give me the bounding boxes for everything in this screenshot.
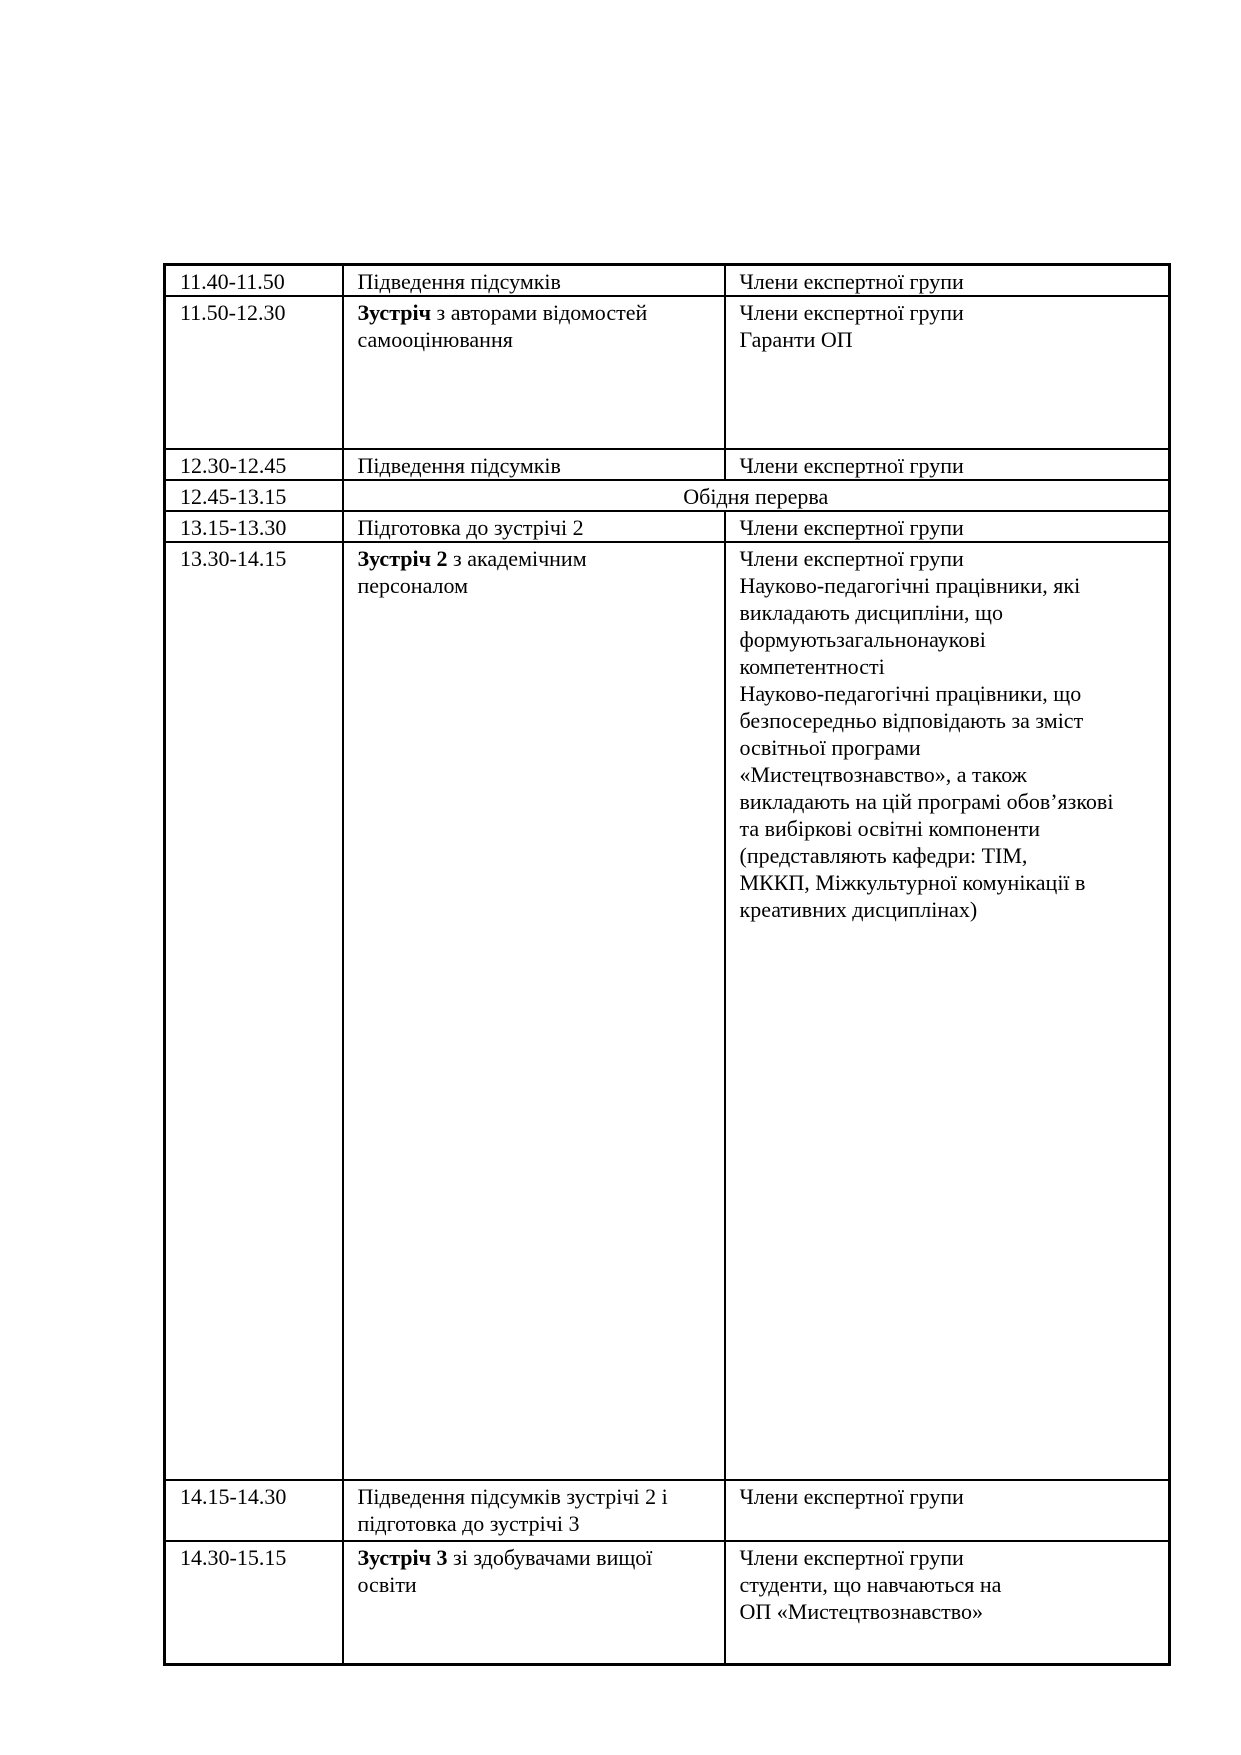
activity-cell: Зустріч з авторами відомостей самооцінювання: [343, 296, 725, 449]
table-row: [165, 1541, 1170, 1664]
activity-bold-label: Зустріч 2: [357, 546, 448, 571]
table-row: [165, 511, 1170, 542]
table-row: [165, 296, 1170, 449]
time-cell: 11.40-11.50: [165, 265, 343, 297]
table-row: [165, 542, 1170, 1480]
time-cell: 14.30-15.15: [165, 1541, 343, 1664]
participants-cell: Члени експертної групи Гаранти ОП: [725, 296, 1170, 449]
activity-cell: Підведення підсумків зустрічі 2 і підготовка до зустрічі 3: [343, 1480, 725, 1541]
table-row: [165, 449, 1170, 480]
time-cell: 14.15-14.30: [165, 1480, 343, 1541]
participants-cell: Члени експертної групи: [725, 511, 1170, 542]
participants-cell: Члени експертної групи Науково-педагогічні працівники, які викладають дисципліни, що формуютьзагальнонаукові компетентності Науково-педагогічні працівники, що безпосередньо відповідають за зміст освітньої програми «Мистецтвознавство», а також викладають на цій програмі обов’язкові та вибіркові освітні компоненти (представляють кафедри: ТІМ, МККП, Міжкультурної комунікації в креативних дисциплінах): [725, 542, 1170, 1480]
participants-cell: Члени експертної групи: [725, 265, 1170, 297]
activity-cell: Підведення підсумків: [343, 449, 725, 480]
time-cell: 13.15-13.30: [165, 511, 343, 542]
time-cell: 12.30-12.45: [165, 449, 343, 480]
activity-bold-label: Зустріч 3: [357, 1545, 448, 1570]
table-row: [165, 1480, 1170, 1541]
activity-cell: Зустріч 3 зі здобувачами вищої освіти: [343, 1541, 725, 1664]
time-cell: 11.50-12.30: [165, 296, 343, 449]
break-cell: Обідня перерва: [343, 480, 1170, 511]
table-row: [165, 265, 1170, 297]
activity-cell: Підготовка до зустрічі 2: [343, 511, 725, 542]
time-cell: 13.30-14.15: [165, 542, 343, 1480]
participants-cell: Члени експертної групи: [725, 1480, 1170, 1541]
activity-cell: Підведення підсумків: [343, 265, 725, 297]
schedule-table: [163, 263, 1171, 1666]
activity-cell: Зустріч 2 з академічним персоналом: [343, 542, 725, 1480]
activity-bold-label: Зустріч: [357, 300, 432, 325]
participants-cell: Члени експертної групи: [725, 449, 1170, 480]
table-row: [165, 480, 1170, 511]
time-cell: 12.45-13.15: [165, 480, 343, 511]
participants-cell: Члени експертної групи студенти, що навчаються на ОП «Мистецтвознавство»: [725, 1541, 1170, 1664]
